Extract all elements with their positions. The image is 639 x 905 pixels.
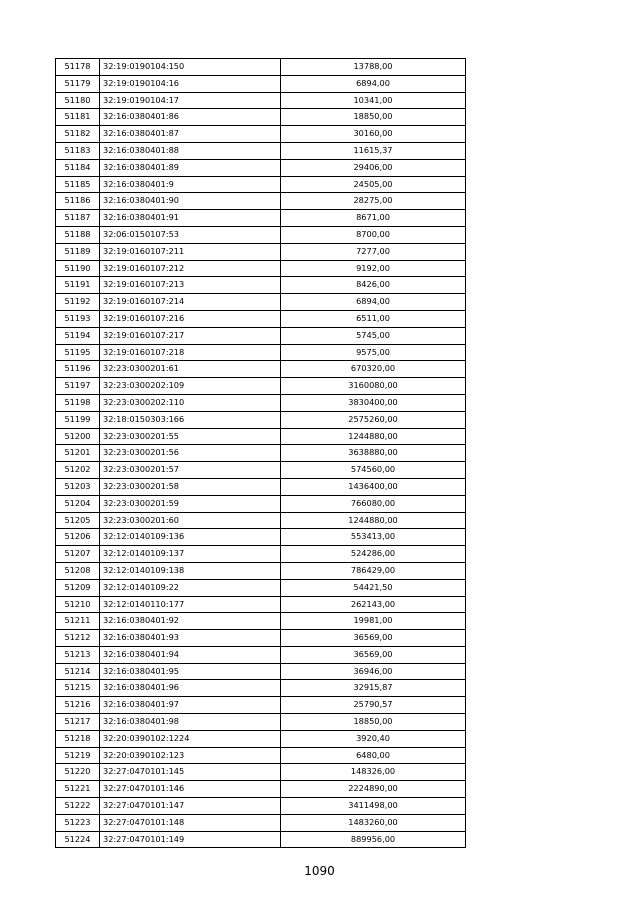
row-number-cell: 51204: [56, 495, 100, 512]
land-plot-table: [55, 58, 466, 848]
value-cell: 1244880,00: [281, 512, 466, 529]
cadastral-number-cell: 32:16:0380401:90: [100, 193, 281, 210]
cadastral-number-cell: 32:16:0380401:93: [100, 630, 281, 647]
cadastral-number-cell: 32:19:0190104:17: [100, 92, 281, 109]
cadastral-number-cell: 32:16:0380401:94: [100, 646, 281, 663]
table-row: [56, 814, 466, 831]
row-number-cell: 51186: [56, 193, 100, 210]
table-row: [56, 663, 466, 680]
table-row: [56, 75, 466, 92]
cadastral-number-cell: 32:16:0380401:87: [100, 126, 281, 143]
cadastral-number-cell: 32:23:0300201:60: [100, 512, 281, 529]
value-cell: 3160080,00: [281, 378, 466, 395]
row-number-cell: 51203: [56, 478, 100, 495]
row-number-cell: 51214: [56, 663, 100, 680]
table-row: [56, 646, 466, 663]
cadastral-number-cell: 32:12:0140109:136: [100, 529, 281, 546]
value-cell: 11615,37: [281, 142, 466, 159]
row-number-cell: 51216: [56, 697, 100, 714]
table-row: [56, 92, 466, 109]
value-cell: 36569,00: [281, 646, 466, 663]
cadastral-number-cell: 32:12:0140109:138: [100, 562, 281, 579]
value-cell: 6894,00: [281, 75, 466, 92]
row-number-cell: 51180: [56, 92, 100, 109]
value-cell: 6894,00: [281, 294, 466, 311]
table-row: [56, 428, 466, 445]
cadastral-number-cell: 32:23:0300202:110: [100, 394, 281, 411]
table-row: [56, 226, 466, 243]
value-cell: 1483260,00: [281, 814, 466, 831]
table-row: [56, 781, 466, 798]
cadastral-number-cell: 32:23:0300202:109: [100, 378, 281, 395]
row-number-cell: 51221: [56, 781, 100, 798]
cadastral-number-cell: 32:23:0300201:56: [100, 445, 281, 462]
value-cell: 786429,00: [281, 562, 466, 579]
value-cell: 13788,00: [281, 59, 466, 76]
row-number-cell: 51206: [56, 529, 100, 546]
cadastral-number-cell: 32:23:0300201:57: [100, 462, 281, 479]
row-number-cell: 51193: [56, 310, 100, 327]
value-cell: 54421,50: [281, 579, 466, 596]
row-number-cell: 51207: [56, 546, 100, 563]
row-number-cell: 51217: [56, 714, 100, 731]
cadastral-number-cell: 32:23:0300201:58: [100, 478, 281, 495]
row-number-cell: 51224: [56, 831, 100, 848]
table-row: [56, 596, 466, 613]
table-row: [56, 126, 466, 143]
value-cell: 24505,00: [281, 176, 466, 193]
cadastral-number-cell: 32:23:0300201:61: [100, 361, 281, 378]
table-row: [56, 764, 466, 781]
cadastral-number-cell: 32:19:0160107:217: [100, 327, 281, 344]
row-number-cell: 51185: [56, 176, 100, 193]
value-cell: 6511,00: [281, 310, 466, 327]
row-number-cell: 51200: [56, 428, 100, 445]
value-cell: 36946,00: [281, 663, 466, 680]
row-number-cell: 51198: [56, 394, 100, 411]
row-number-cell: 51199: [56, 411, 100, 428]
value-cell: 670320,00: [281, 361, 466, 378]
cadastral-number-cell: 32:23:0300201:59: [100, 495, 281, 512]
row-number-cell: 51223: [56, 814, 100, 831]
cadastral-number-cell: 32:18:0150303:166: [100, 411, 281, 428]
row-number-cell: 51212: [56, 630, 100, 647]
cadastral-number-cell: 32:16:0380401:91: [100, 210, 281, 227]
table-row: [56, 714, 466, 731]
table-row: [56, 445, 466, 462]
table-row: [56, 613, 466, 630]
row-number-cell: 51210: [56, 596, 100, 613]
cadastral-number-cell: 32:19:0160107:211: [100, 243, 281, 260]
row-number-cell: 51181: [56, 109, 100, 126]
cadastral-number-cell: 32:27:0470101:148: [100, 814, 281, 831]
row-number-cell: 51201: [56, 445, 100, 462]
table-row: [56, 260, 466, 277]
page-number: 1090: [304, 864, 335, 878]
table-row: [56, 193, 466, 210]
value-cell: 32915,87: [281, 680, 466, 697]
value-cell: 18850,00: [281, 714, 466, 731]
value-cell: 28275,00: [281, 193, 466, 210]
table-row: [56, 310, 466, 327]
value-cell: 2575260,00: [281, 411, 466, 428]
table-row: [56, 361, 466, 378]
row-number-cell: 51215: [56, 680, 100, 697]
row-number-cell: 51182: [56, 126, 100, 143]
table-row: [56, 142, 466, 159]
table-row: [56, 478, 466, 495]
row-number-cell: 51213: [56, 646, 100, 663]
table-row: [56, 798, 466, 815]
cadastral-number-cell: 32:16:0380401:96: [100, 680, 281, 697]
table-row: [56, 294, 466, 311]
cadastral-number-cell: 32:19:0190104:16: [100, 75, 281, 92]
cadastral-number-cell: 32:16:0380401:97: [100, 697, 281, 714]
value-cell: 8426,00: [281, 277, 466, 294]
row-number-cell: 51195: [56, 344, 100, 361]
row-number-cell: 51190: [56, 260, 100, 277]
cadastral-number-cell: 32:12:0140109:137: [100, 546, 281, 563]
cadastral-number-cell: 32:19:0160107:216: [100, 310, 281, 327]
table-body: [56, 59, 466, 848]
row-number-cell: 51219: [56, 747, 100, 764]
table-row: [56, 529, 466, 546]
table-row: [56, 697, 466, 714]
table-row: [56, 562, 466, 579]
table-row: [56, 411, 466, 428]
table-row: [56, 831, 466, 848]
table-row: [56, 378, 466, 395]
table-row: [56, 210, 466, 227]
value-cell: 5745,00: [281, 327, 466, 344]
row-number-cell: 51187: [56, 210, 100, 227]
table-row: [56, 243, 466, 260]
row-number-cell: 51194: [56, 327, 100, 344]
value-cell: 25790,57: [281, 697, 466, 714]
value-cell: 10341,00: [281, 92, 466, 109]
cadastral-number-cell: 32:20:0390102:123: [100, 747, 281, 764]
row-number-cell: 51196: [56, 361, 100, 378]
row-number-cell: 51179: [56, 75, 100, 92]
cadastral-number-cell: 32:23:0300201:55: [100, 428, 281, 445]
row-number-cell: 51220: [56, 764, 100, 781]
value-cell: 6480,00: [281, 747, 466, 764]
cadastral-number-cell: 32:27:0470101:145: [100, 764, 281, 781]
cadastral-number-cell: 32:19:0190104:150: [100, 59, 281, 76]
table-row: [56, 630, 466, 647]
row-number-cell: 51211: [56, 613, 100, 630]
value-cell: 553413,00: [281, 529, 466, 546]
table-row: [56, 394, 466, 411]
cadastral-number-cell: 32:27:0470101:147: [100, 798, 281, 815]
row-number-cell: 51205: [56, 512, 100, 529]
table-row: [56, 344, 466, 361]
value-cell: 766080,00: [281, 495, 466, 512]
table-row: [56, 495, 466, 512]
value-cell: 262143,00: [281, 596, 466, 613]
cadastral-number-cell: 32:16:0380401:9: [100, 176, 281, 193]
value-cell: 30160,00: [281, 126, 466, 143]
value-cell: 889956,00: [281, 831, 466, 848]
value-cell: 1436400,00: [281, 478, 466, 495]
value-cell: 36569,00: [281, 630, 466, 647]
cadastral-number-cell: 32:16:0380401:95: [100, 663, 281, 680]
cadastral-number-cell: 32:16:0380401:98: [100, 714, 281, 731]
table-row: [56, 546, 466, 563]
value-cell: 7277,00: [281, 243, 466, 260]
table-row: [56, 462, 466, 479]
value-cell: 9192,00: [281, 260, 466, 277]
table-row: [56, 680, 466, 697]
row-number-cell: 51183: [56, 142, 100, 159]
value-cell: 148326,00: [281, 764, 466, 781]
value-cell: 3411498,00: [281, 798, 466, 815]
cadastral-number-cell: 32:19:0160107:218: [100, 344, 281, 361]
row-number-cell: 51191: [56, 277, 100, 294]
row-number-cell: 51192: [56, 294, 100, 311]
cadastral-number-cell: 32:16:0380401:92: [100, 613, 281, 630]
cadastral-number-cell: 32:16:0380401:88: [100, 142, 281, 159]
row-number-cell: 51197: [56, 378, 100, 395]
value-cell: 3830400,00: [281, 394, 466, 411]
row-number-cell: 51178: [56, 59, 100, 76]
table-row: [56, 512, 466, 529]
row-number-cell: 51202: [56, 462, 100, 479]
cadastral-number-cell: 32:06:0150107:53: [100, 226, 281, 243]
value-cell: 8671,00: [281, 210, 466, 227]
value-cell: 3638880,00: [281, 445, 466, 462]
value-cell: 1244880,00: [281, 428, 466, 445]
value-cell: 9575,00: [281, 344, 466, 361]
table-row: [56, 159, 466, 176]
cadastral-number-cell: 32:12:0140109:22: [100, 579, 281, 596]
table-row: [56, 327, 466, 344]
row-number-cell: 51218: [56, 730, 100, 747]
value-cell: 574560,00: [281, 462, 466, 479]
value-cell: 19981,00: [281, 613, 466, 630]
value-cell: 2224890,00: [281, 781, 466, 798]
value-cell: 3920,40: [281, 730, 466, 747]
table-row: [56, 730, 466, 747]
row-number-cell: 51222: [56, 798, 100, 815]
row-number-cell: 51184: [56, 159, 100, 176]
row-number-cell: 51188: [56, 226, 100, 243]
table-row: [56, 59, 466, 76]
cadastral-number-cell: 32:19:0160107:213: [100, 277, 281, 294]
value-cell: 29406,00: [281, 159, 466, 176]
row-number-cell: 51189: [56, 243, 100, 260]
cadastral-number-cell: 32:27:0470101:146: [100, 781, 281, 798]
table-row: [56, 176, 466, 193]
table-row: [56, 747, 466, 764]
value-cell: 524286,00: [281, 546, 466, 563]
cadastral-number-cell: 32:16:0380401:89: [100, 159, 281, 176]
row-number-cell: 51208: [56, 562, 100, 579]
value-cell: 8700,00: [281, 226, 466, 243]
cadastral-number-cell: 32:19:0160107:212: [100, 260, 281, 277]
cadastral-number-cell: 32:16:0380401:86: [100, 109, 281, 126]
cadastral-number-cell: 32:27:0470101:149: [100, 831, 281, 848]
cadastral-number-cell: 32:12:0140110:177: [100, 596, 281, 613]
table-row: [56, 277, 466, 294]
table-row: [56, 579, 466, 596]
table-row: [56, 109, 466, 126]
cadastral-number-cell: 32:20:0390102:1224: [100, 730, 281, 747]
cadastral-number-cell: 32:19:0160107:214: [100, 294, 281, 311]
row-number-cell: 51209: [56, 579, 100, 596]
value-cell: 18850,00: [281, 109, 466, 126]
